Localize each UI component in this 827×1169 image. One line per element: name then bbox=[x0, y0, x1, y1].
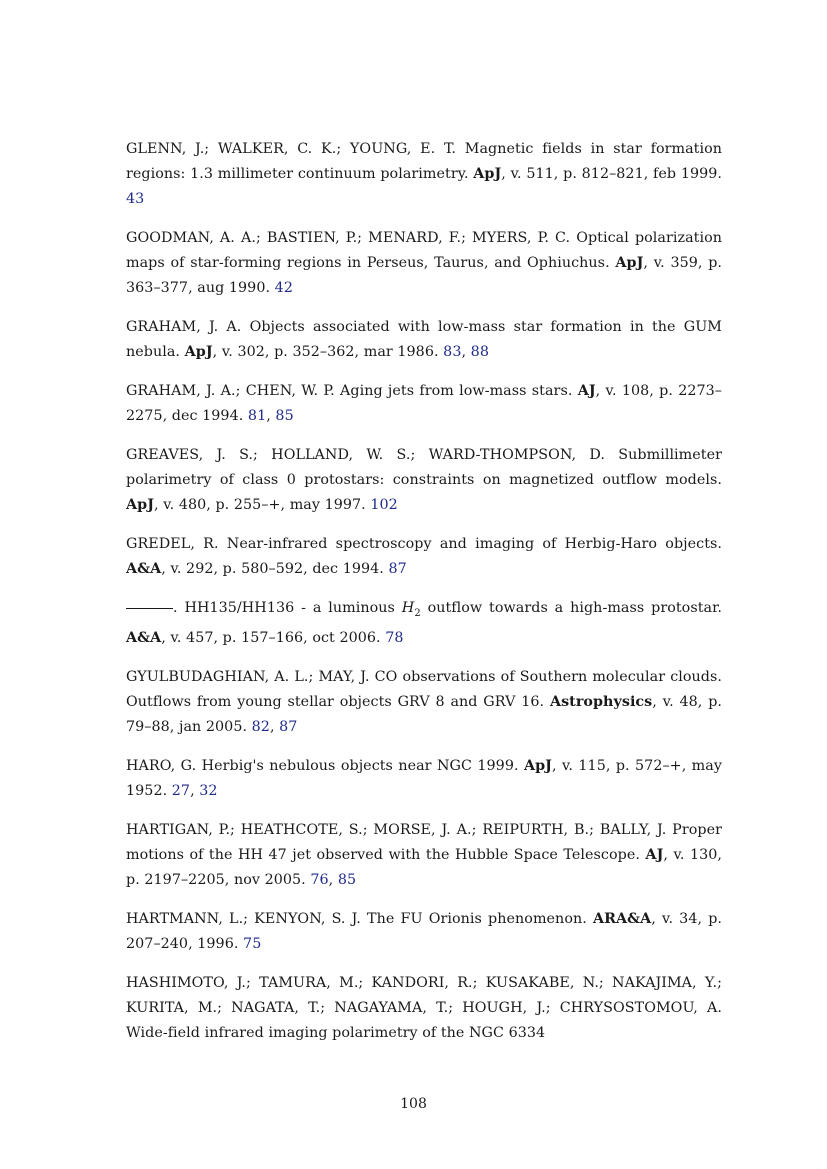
page-backref-link[interactable]: 87 bbox=[388, 561, 407, 577]
journal-name: ApJ bbox=[184, 344, 213, 360]
journal-name: A&A bbox=[126, 629, 162, 646]
same-author-dash bbox=[126, 608, 173, 609]
journal-name: ApJ bbox=[473, 166, 502, 182]
page-backref-link[interactable]: 75 bbox=[243, 935, 262, 952]
journal-name: Astrophysics bbox=[549, 693, 653, 710]
page-backref-link[interactable]: 88 bbox=[470, 344, 489, 360]
reference-entry: GOODMAN, A. A.; BASTIEN, P.; MENARD, F.; MYERS, P. C. Optical polarization maps of star-forming regions in Perseus, Taurus, and Ophiuchus. ApJ, v. 359, p. 363–377, aug 1990. 42 bbox=[126, 230, 722, 296]
journal-name: AJ bbox=[645, 846, 664, 863]
page-backref-link[interactable]: 81 bbox=[247, 408, 267, 424]
page-backref-link[interactable]: 42 bbox=[274, 280, 293, 296]
math-symbol: H bbox=[401, 600, 415, 616]
math-subscript: 2 bbox=[414, 607, 421, 619]
page-backref-link[interactable]: 32 bbox=[199, 782, 218, 799]
page-backref-link[interactable]: 76 bbox=[310, 871, 329, 888]
journal-name: ApJ bbox=[126, 497, 155, 513]
reference-entry: HARTIGAN, P.; HEATHCOTE, S.; MORSE, J. A.; REIPURTH, B.; BALLY, J. Proper motions of the HH 47 jet observed with the Hubble Space Telescope. AJ, v. 130, p. 2197–2205, nov 2005. 76, 85 bbox=[126, 821, 722, 888]
reference-entry: GYULBUDAGHIAN, A. L.; MAY, J. CO observations of Southern molecular clouds. Outflows from young stellar objects GRV 8 and GRV 16. Astrophysics, v. 48, p. 79–88, jan 2005. 82, 87 bbox=[126, 668, 722, 735]
reference-entry: GRAHAM, J. A. Objects associated with low-mass star formation in the GUM nebula. ApJ, v. 302, p. 352–362, mar 1986. 83, 88 bbox=[126, 319, 722, 360]
journal-name: AJ bbox=[577, 383, 596, 399]
reference-entry: HARTMANN, L.; KENYON, S. J. The FU Orionis phenomenon. ARA&A, v. 34, p. 207–240, 1996. 75 bbox=[126, 910, 722, 952]
journal-name: A&A bbox=[126, 561, 162, 577]
journal-name: ARA&A bbox=[592, 910, 652, 927]
journal-name: ApJ bbox=[523, 757, 552, 774]
page-backref-link[interactable]: 102 bbox=[370, 497, 398, 513]
reference-entry: HARO, G. Herbig's nebulous objects near NGC 1999. ApJ, v. 115, p. 572–+, may 1952. 27, 32 bbox=[126, 757, 722, 799]
reference-entry: GRAHAM, J. A.; CHEN, W. P. Aging jets from low-mass stars. AJ, v. 108, p. 2273–2275, dec 1994. 81, 85 bbox=[126, 383, 722, 424]
page-backref-link[interactable]: 43 bbox=[126, 191, 145, 207]
page-backref-link[interactable]: 83 bbox=[443, 344, 462, 360]
page-backref-link[interactable]: 87 bbox=[279, 718, 298, 735]
reference-entry: GREAVES, J. S.; HOLLAND, W. S.; WARD-THOMPSON, D. Submillimeter polarimetry of class 0 protostars: constraints on magnetized outflow models. ApJ, v. 480, p. 255–+, may 1997. 102 bbox=[126, 447, 722, 513]
page-backref-link[interactable]: 85 bbox=[275, 408, 294, 424]
reference-list bbox=[126, 137, 722, 1060]
page-backref-link[interactable]: 78 bbox=[385, 629, 404, 646]
journal-name: ApJ bbox=[615, 255, 644, 271]
reference-entry: GREDEL, R. Near-infrared spectroscopy and imaging of Herbig-Haro objects. A&A, v. 292, p. 580–592, dec 1994. 87 bbox=[126, 536, 722, 577]
page-backref-link[interactable]: 27 bbox=[171, 782, 191, 799]
page-backref-link[interactable]: 85 bbox=[337, 871, 357, 888]
reference-entry: . HH135/HH136 - a luminous $H_2$ outflow towards a high-mass protostar. A&A, v. 457, p. 157–166, oct 2006. 78 bbox=[126, 600, 722, 646]
page-number: 108 bbox=[400, 1096, 427, 1112]
reference-entry: HASHIMOTO, J.; TAMURA, M.; KANDORI, R.; KUSAKABE, N.; NAKAJIMA, Y.; KURITA, M.; NAGATA, T.; NAGAYAMA, T.; HOUGH, J.; CHRYSOSTOMOU, A. Wide-field infrared imaging polarimetry of the NGC 6334 bbox=[126, 974, 722, 1041]
page-backref-link[interactable]: 82 bbox=[251, 718, 270, 735]
reference-entry: GLENN, J.; WALKER, C. K.; YOUNG, E. T. Magnetic fields in star formation regions: 1.3 millimeter continuum polarimetry. ApJ, v. 511, p. 812–821, feb 1999. 43 bbox=[126, 141, 723, 207]
